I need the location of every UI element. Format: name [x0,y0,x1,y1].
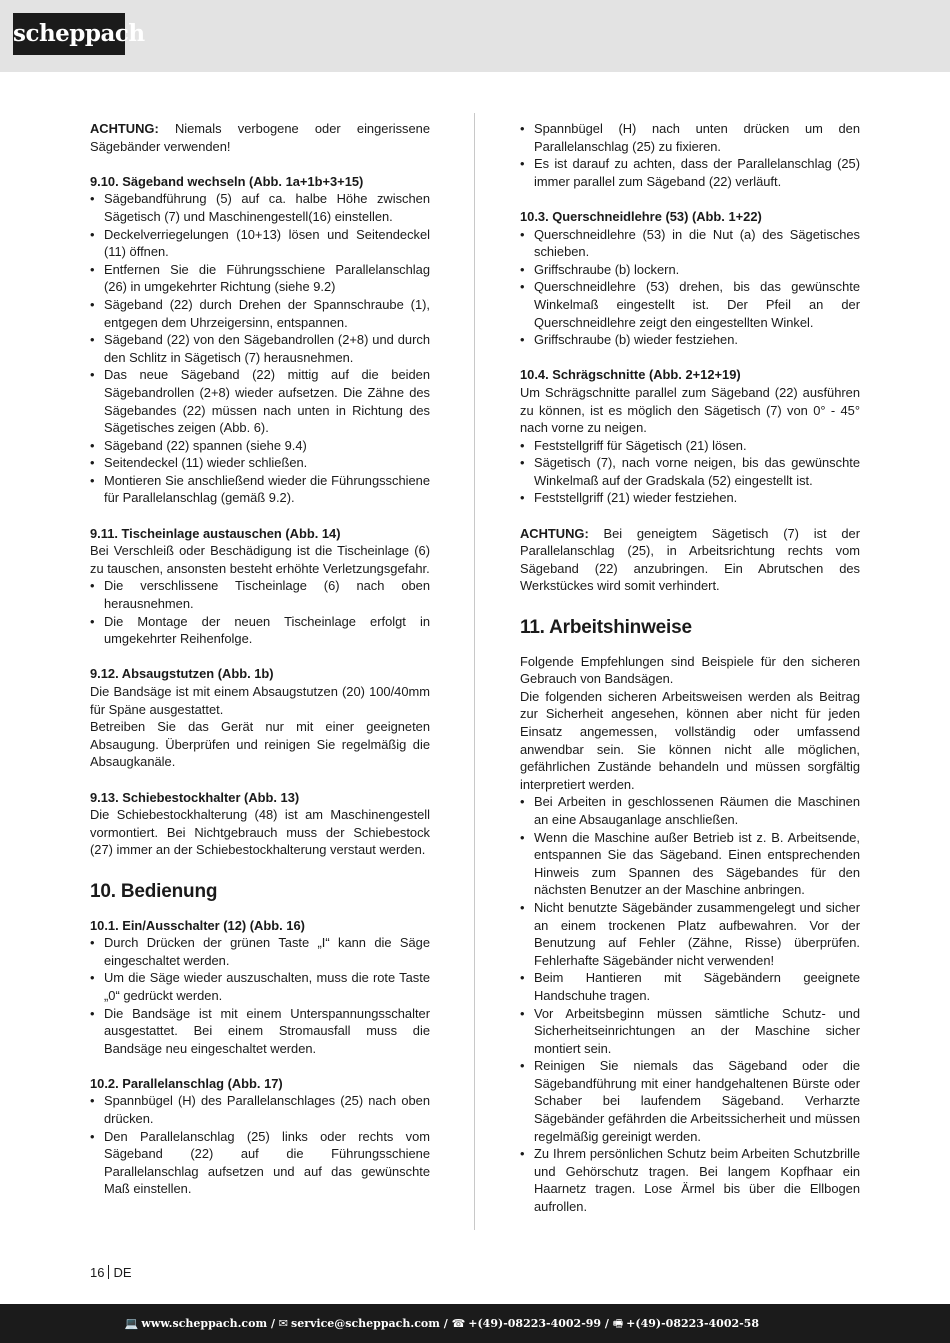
bullet-item: • Wenn die Maschine außer Betrieb ist z. B. Arbeitsende, entspannen Sie das Sägeband. Einen entsprechenden Hinweis zum Spannen des Sägebandes für den nächsten Benutzer an der Maschine anbringen. [520,829,860,899]
bullet-item: • Um die Säge wieder auszuschalten, muss die rote Taste „0“ gedrückt werden. [90,969,430,1004]
bullet-item: • Zu Ihrem persönlichen Schutz beim Arbeiten Schutzbrille und Gehörschutz tragen. Bei langem Kopfhaar ein Haarnetz tragen. Lose Ärmel bis über die Ellbogen aufrollen. [520,1145,860,1215]
bullet-item: • Bei Arbeiten in geschlossenen Räumen die Maschinen an eine Absauganlage anschließen. [520,793,860,828]
bullet-item: • Durch Drücken der grünen Taste „I“ kann die Säge eingeschaltet werden. [90,934,430,969]
bullet-item: • Deckelverriegelungen (10+13) lösen und Seitendeckel (11) öffnen. [90,226,430,261]
paragraph: Betreiben Sie das Gerät nur mit einer geeigneten Absaugung. Überprüfen und reinigen Sie regelmäßig die Absaugkanäle. [90,719,430,770]
bullet-item: • Feststellgriff (21) wieder festziehen. [520,489,860,507]
bullet-item: • Sägeband (22) spannen (siehe 9.4) [90,437,430,455]
bullet-item: • Montieren Sie anschließend wieder die Führungsschiene für Parallelanschlag (gemäß 9.2). [90,472,430,507]
bullet-item: • Sägebandführung (5) auf ca. halbe Höhe zwischen Sägetisch (7) und Maschinengestell(16) einstellen. [90,190,430,225]
spacer [90,1057,430,1075]
fax-icon: 🖷 [612,1317,624,1330]
bullet-item: • Entfernen Sie die Führungsschiene Parallelanschlag (26) in umgekehrter Richtung (siehe 9.2) [90,261,430,296]
paragraph: Die Schiebestockhalterung (48) ist am Maschinengestell vormontiert. Bei Nichtgebrauch muss der Schiebestock (27) immer an der Schiebestockhalterung verstaut werden. [90,807,430,858]
bullet-item: • Den Parallelanschlag (25) links oder rechts vom Sägeband (22) auf die Führungsschiene Parallelanschlag aufsetzen und auf das gewünschte Maß einstellen. [90,1128,430,1198]
paragraph: Folgende Empfehlungen sind Beispiele für den sicheren Gebrauch von Bandsägen. [520,653,860,687]
footer-fax: +(49)-08223-4002-58 [626,1317,759,1330]
paragraph: Die folgenden sicheren Arbeitsweisen werden als Beitrag zur Sicherheit angesehen, können aber nicht für jeden Einsatz angemessen, vollständig oder umfassend anwendbar sein. Sie können nicht alle möglichen, gefährlichen Zustände behandeln und müssen sorgfältig interpretiert werden. [520,688,860,792]
computer-icon: 💻 [124,1317,139,1330]
section-heading: 10.4. Schrägschnitte (Abb. 2+12+19) [520,367,741,383]
bullet-list [90,577,430,647]
bullet-item: • Feststellgriff für Sägetisch (21) lösen. [520,437,860,455]
bullet-item: • Spannbügel (H) des Parallelanschlages (25) nach oben drücken. [90,1092,430,1127]
footer-separator: / [439,1317,452,1330]
spacer [90,771,430,789]
bullet-list [520,793,860,1215]
warning-paragraph [90,120,430,155]
footer-phone: +(49)-08223-4002-99 [468,1317,602,1330]
bullet-item: • Griffschraube (b) wieder festziehen. [520,331,860,349]
phone-icon: ☎ [451,1317,466,1330]
bullet-list [90,1092,430,1198]
bullet-list [520,120,860,190]
paragraph: Um Schrägschnitte parallel zum Sägeband (22) ausführen zu können, ist es möglich den Sägetisch (7) von 0° - 45° nach vorne zu neigen. [520,384,860,436]
bullet-item: • Die Montage der neuen Tischeinlage erfolgt in umgekehrter Reihenfolge. [90,613,430,648]
chapter-heading: 10. Bedienung [90,880,218,902]
spacer [520,507,860,525]
page-language: DE [113,1265,132,1280]
page-number-value: 16 [90,1265,105,1280]
bullet-list [520,437,860,507]
bullet-item: • Sägeband (22) durch Drehen der Spannschraube (1), entgegen dem Uhrzeigersinn, entspannen. [90,296,430,331]
bullet-list [520,226,860,349]
bullet-item: • Seitendeckel (11) wieder schließen. [90,454,430,472]
right-column [520,120,860,1216]
bullet-item: • Sägeband (22) von den Sägebandrollen (2+8) und durch den Schlitz in Sägetisch (7) herausnehmen. [90,331,430,366]
warning-label: ACHTUNG: [90,121,159,136]
section-heading: 9.11. Tischeinlage austauschen (Abb. 14) [90,525,341,541]
section-heading: 9.10. Sägeband wechseln (Abb. 1a+1b+3+15) [90,173,364,189]
paragraph: Bei Verschleiß oder Beschädigung ist die Tischeinlage (6) zu tauschen, ansonsten besteht erhöhte Verletzungsgefahr. [90,543,430,576]
bullet-item: • Die Bandsäge ist mit einem Unterspannungsschalter ausgestattet. Bei einem Stromausfall muss die Bandsäge neu eingeschaltet werden. [90,1005,430,1058]
bullet-item: • Griffschraube (b) lockern. [520,261,860,279]
section-heading: 10.2. Parallelanschlag (Abb. 17) [90,1075,283,1091]
footer-website-link[interactable]: www.scheppach.com [141,1317,268,1330]
bullet-item: • Es ist darauf zu achten, dass der Parallelanschlag (25) immer parallel zum Sägeband (22) verläuft. [520,155,860,190]
spacer [90,859,430,877]
spacer [90,155,430,173]
section-heading: 9.13. Schiebestockhalter (Abb. 13) [90,789,300,805]
spacer [520,349,860,367]
page-separator-bar [108,1265,109,1279]
footer-separator: / [267,1317,279,1330]
spacer [520,595,860,613]
bullet-item: • Beim Hantieren mit Sägebändern geeignete Handschuhe tragen. [520,969,860,1004]
warning-label: ACHTUNG: [520,525,589,541]
spacer [90,648,430,666]
column-divider [474,113,475,1230]
bullet-item: • Vor Arbeitsbeginn müssen sämtliche Schutz- und Sicherheitseinrichtungen an der Maschine sicher montiert sein. [520,1005,860,1058]
bullet-item: • Reinigen Sie niemals das Sägeband oder die Sägebandführung mit einer handgehaltenen Bürste oder Schaber bei laufendem Sägeband. Verharzte Sägebänder gefährden die Arbeitssicherheit und müssen regelmäßig gereinigt werden. [520,1057,860,1145]
bullet-item: • Querschneidlehre (53) drehen, bis das gewünschte Winkelmaß eingestellt ist. Der Pfeil an der Querschneidlehre zeigt den eingestellten Winkel. [520,278,860,331]
section-heading: 10.3. Querschneidlehre (53) (Abb. 1+22) [520,208,762,224]
page-number [90,1265,132,1280]
paragraph: Die Bandsäge ist mit einem Absaugstutzen (20) 100/40mm für Späne ausgestattet. [90,684,430,717]
scheppach-logo: scheppach [13,13,125,55]
envelope-icon: ✉ [278,1317,289,1330]
bullet-item: • Die verschlissene Tischeinlage (6) nach oben herausnehmen. [90,577,430,612]
bullet-list [90,934,430,1057]
bullet-item: • Sägetisch (7), nach vorne neigen, bis das gewünschte Winkelmaß auf der Gradskala (52) eingestellt ist. [520,454,860,489]
warning-paragraph [520,525,860,595]
footer-separator: / [601,1317,613,1330]
bullet-item: • Querschneidlehre (53) in die Nut (a) des Sägetisches schieben. [520,226,860,261]
footer-email-link[interactable]: service@scheppach.com [291,1317,440,1330]
warning-text: Bei geneigtem Sägetisch (7) ist der Parallelanschlag (25), in Arbeitsrichtung rechts vom Sägeband (22) anzubringen. Ein Abrutschen des Werkstückes wird somit verhindert. [520,525,860,594]
footer-bar [0,1304,950,1343]
bullet-item: • Spannbügel (H) nach unten drücken um den Parallelanschlag (25) zu fixieren. [520,120,860,155]
spacer [90,507,430,525]
header-band [0,0,950,72]
section-heading: 10.1. Ein/Ausschalter (12) (Abb. 16) [90,917,305,933]
warning-text: Niemals verbogene oder eingerissene Sägebänder verwenden! [90,121,430,154]
bullet-item: • Das neue Sägeband (22) mittig auf die beiden Sägebandrollen (2+8) wieder aufsetzen. Die Zähne des Sägebandes (22) müssen nach unten in Richtung des Sägetisches zeigen (Abb. 6). [90,366,430,436]
chapter-heading: 11. Arbeitshinweise [520,616,692,638]
bullet-item: • Nicht benutzte Sägebänder zusammengelegt und sicher an einem trockenen Platz aufbewahren. Vor der Benutzung auf Fehler (Zähne, Risse) überprüfen. Fehlerhafte Sägebänder nicht verwenden! [520,899,860,969]
section-heading: 9.12. Absaugstutzen (Abb. 1b) [90,666,274,682]
left-column [90,120,430,1198]
spacer [520,190,860,208]
bullet-list [90,190,430,507]
